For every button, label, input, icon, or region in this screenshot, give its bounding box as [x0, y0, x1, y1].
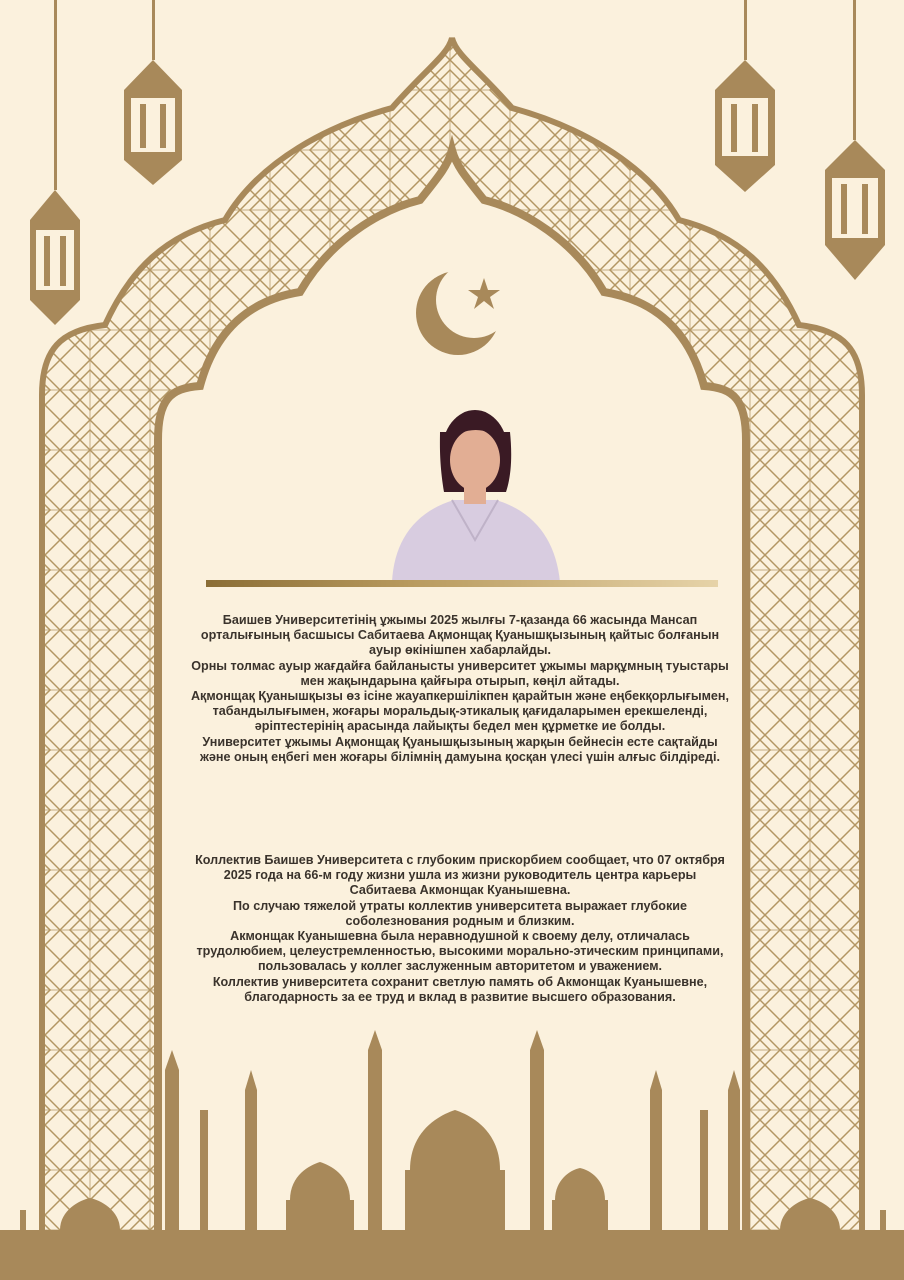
kazakh-condolence-text: [190, 613, 730, 765]
kz-paragraph: Университет ұжымы Ақмонщақ Қуанышқызының жарқын бейнесін есте сақтайды және оның еңбегі мен жоғары білімнің дамуына қосқан үлесі үшін алғыс білдіреді.: [199, 734, 721, 764]
russian-condolence-text: [190, 853, 730, 1005]
gold-divider: [206, 580, 718, 587]
hanging-lantern-icon: [715, 0, 775, 192]
ru-paragraph: По случаю тяжелой утраты коллектив университета выражает глубокие соболезнования родным и близким.: [232, 898, 688, 928]
ru-paragraph: Коллектив Баишев Университета с глубоким прискорбием сообщает, что 07 октября 2025 года на 66-м году жизни ушла из жизни руководитель центра карьеры Сабитаева Акмонщак Куанышевна.: [195, 853, 725, 898]
ru-paragraph: Коллектив университета сохранит светлую память об Акмонщак Куанышевне, благодарность за ее труд и вклад в развитие высшего образования.: [212, 974, 708, 1004]
hanging-lantern-icon: [124, 0, 182, 185]
portrait-photo: [384, 382, 566, 582]
kz-paragraph: Баишев Университетінің ұжымы 2025 жылғы 7-қазанда 66 жасында Мансап орталығының басшысы Сабитаева Ақмонщақ Қуанышқызының қайтыс болғанын ауыр өкінішпен хабарлайды.: [200, 613, 720, 658]
kz-paragraph: Орны толмас ауыр жағдайға байланысты университет ұжымы марқұмның туыстары мен жақындарына қайғыра отырып, көңіл айтады.: [191, 658, 729, 688]
kz-paragraph: Ақмонщақ Қуанышқызы өз ісіне жауапкершілікпен қарайтын және еңбекқорлығымен, табандылығымен, жоғары моральдық-этикалық қағидаларымен ерекшеленді, әріптестерінің арасында лайықты бедел мен құрметке ие болды.: [190, 689, 730, 734]
hanging-lantern-icon: [825, 0, 885, 280]
ru-paragraph: Акмонщак Куанышевна была неравнодушной к своему делу, отличалась трудолюбием, целеустремленностью, высокими морально-этическим принципами, пользовалась у коллег заслуженным авторитетом и уважением.: [196, 929, 724, 974]
hanging-lantern-icon: [30, 0, 80, 325]
